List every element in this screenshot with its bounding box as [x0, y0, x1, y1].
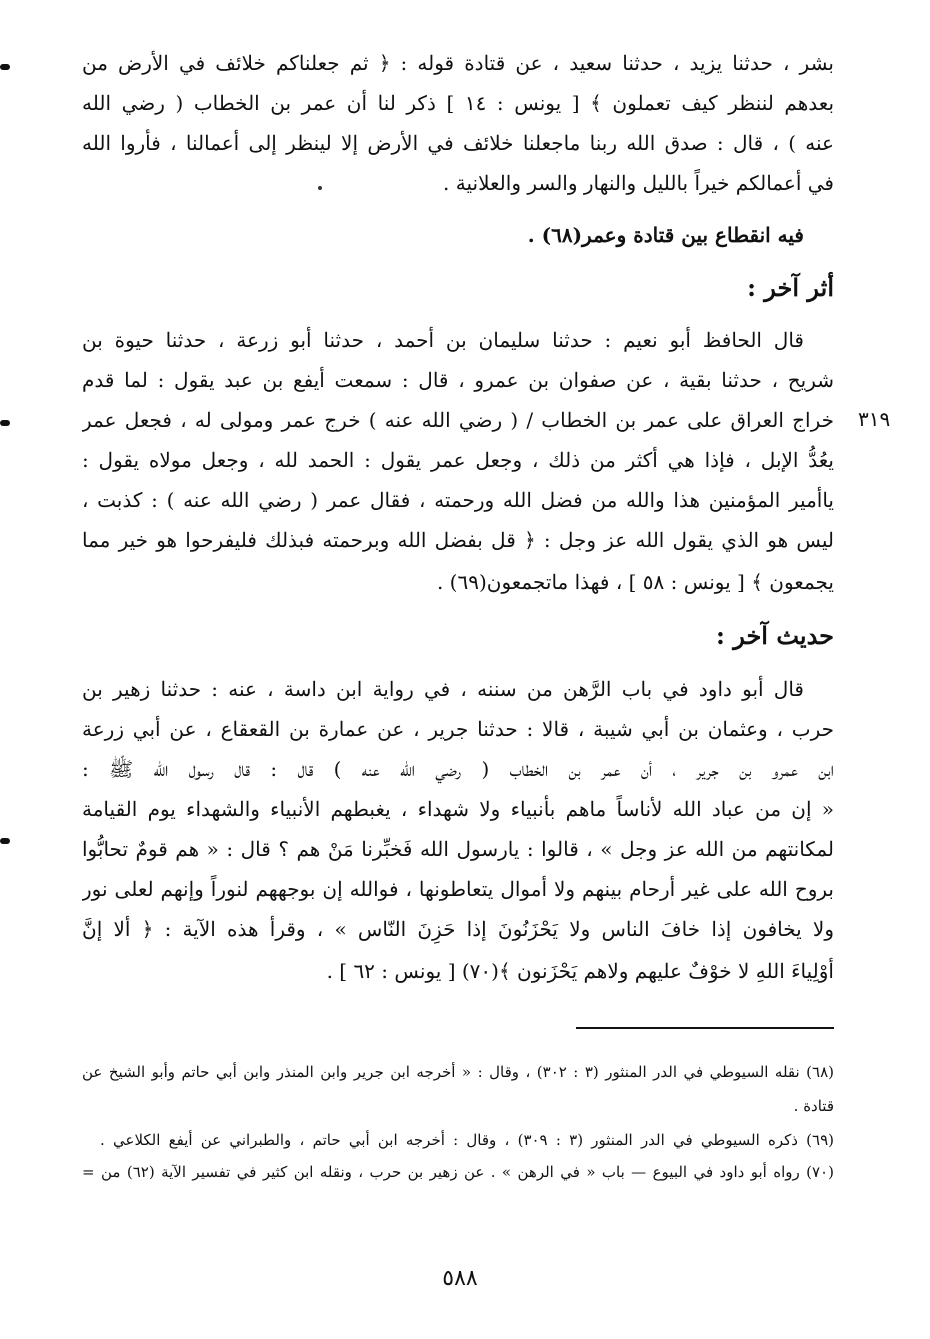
text-line: قال الحافظ أبو نعيم : حدثنا سليمان بن أحمد ، حدثنا أبو زرعة ، حدثنا حيوة بن: [82, 328, 804, 352]
text-line: ليس هو الذي يقول الله عز وجل : ﴿ قل بفضل الله وبرحمته فبذلك فليفرحوا هو خير مما: [82, 528, 834, 552]
section-heading: أثر آخر :: [747, 273, 834, 302]
footnote-separator: [576, 1027, 834, 1029]
text-line: شريح ، حدثنا بقية ، عن صفوان بن عمرو ، قال : سمعت أيفع بن عبد يقول : لما قدم: [82, 368, 834, 392]
text-line: ولا يخافون إذا خافَ الناس ولا يَحْزَنُونَ إذا حَزِنَ النّاس » ، وقرأ هذه الآية : ﴿ ألا إنَّ: [82, 917, 834, 941]
edge-mark: [0, 64, 10, 70]
footnote-line: قتادة .: [793, 1097, 834, 1115]
text-line: حرب ، وعثمان بن أبي شيبة ، قالا : حدثنا جرير ، عن عمارة بن القعقاع ، عن أبي زرعة: [82, 717, 834, 741]
text-line: بعدهم لننظر كيف تعملون ﴾ [ يونس : ١٤ ] ذكر لنا أن عمر بن الخطاب ( رضي الله: [82, 91, 834, 115]
text-line: خراج العراق على عمر بن الخطاب / ( رضي الله عنه ) خرج عمر ومولى له ، فجعل عمر: [82, 408, 834, 432]
text-line: عنه ) ، قال : صدق الله ربنا ماجعلنا خلائف في الأرض إلا لينظر إلى أعمالنا ، فأروا الله: [82, 131, 834, 155]
text-line: أوْلِياءَ اللهِ لا خوْفٌ عليهم ولاهم يَحْزَنون ﴾(٧٠) [ يونس : ٦٢ ] .: [326, 959, 834, 983]
edge-mark: [0, 420, 10, 426]
footnote-line: (٦٩) ذكره السيوطي في الدر المنثور (٣ : ٣٠٩) ، وقال : أخرجه ابن أبي حاتم ، والطبراني عن أيفع الكلاعي .: [100, 1131, 834, 1149]
page-number: ٥٨٨: [442, 1266, 478, 1291]
text-line: ياأمير المؤمنين هذا والله من فضل الله ورحمته ، فقال عمر ( رضي الله عنه ) : كذبت ،: [82, 488, 834, 512]
edge-mark: [0, 838, 10, 844]
text-line: في أعمالكم خيراً بالليل والنهار والسر والعلانية .: [443, 171, 834, 195]
text-line: بروح الله على غير أرحام بينهم ولا أموال يتعاطونها ، فوالله إن بوجههم لنوراً وإنهم لعلى نور: [82, 877, 834, 901]
text-line: ابن عمرو بن جرير ، أن عمر بن الخطاب ( رضي الله عنه ) قال : قال رسول الله ﷺ :: [82, 757, 834, 781]
text-line: يعُدُّ الإبل ، فإذا هي أكثر من ذلك ، وجعل عمر يقول : الحمد لله ، وجعل مولاه يقول :: [82, 448, 834, 472]
text-line: فيه انقطاع بين قتادة وعمر(٦٨) .: [527, 223, 804, 247]
text-line: لمكانتهم من الله عز وجل » ، قالوا : يارسول الله فَخبِّرنا مَنْ هم ؟ قال : « هم قومٌ تحابُّوا: [82, 837, 834, 861]
text-line: قال أبو داود في باب الرَّهن من سننه ، في رواية ابن داسة ، عنه : حدثنا زهير بن: [82, 677, 804, 701]
text-line: يجمعون ﴾ [ يونس : ٥٨ ] ، فهذا ماتجمعون(٦٩) .: [436, 570, 834, 594]
section-heading: حديث آخر :: [716, 621, 834, 650]
footnote-line: (٦٨) نقله السيوطي في الدر المنثور (٣ : ٣٠٢) ، وقال : « أخرجه ابن جرير وابن المنذر وابن أبي حاتم وأبو الشيخ عن: [82, 1063, 834, 1081]
footnote-line: (٧٠) رواه أبو داود في البيوع — باب « في الرهن » . عن زهير بن حرب ، ونقله ابن كثير في تفسير الآية (٦٢) من =: [82, 1163, 834, 1181]
margin-page-number: ٣١٩: [858, 407, 891, 431]
text-line: بشر ، حدثنا يزيد ، حدثنا سعيد ، عن قتادة قوله : ﴿ ثم جعلناكم خلائف في الأرض من: [82, 51, 834, 75]
text-line: « إن من عباد الله لأناساً ماهم بأنبياء ولا شهداء ، يغبطهم الأنبياء والشهداء يوم القيامة: [82, 797, 834, 821]
